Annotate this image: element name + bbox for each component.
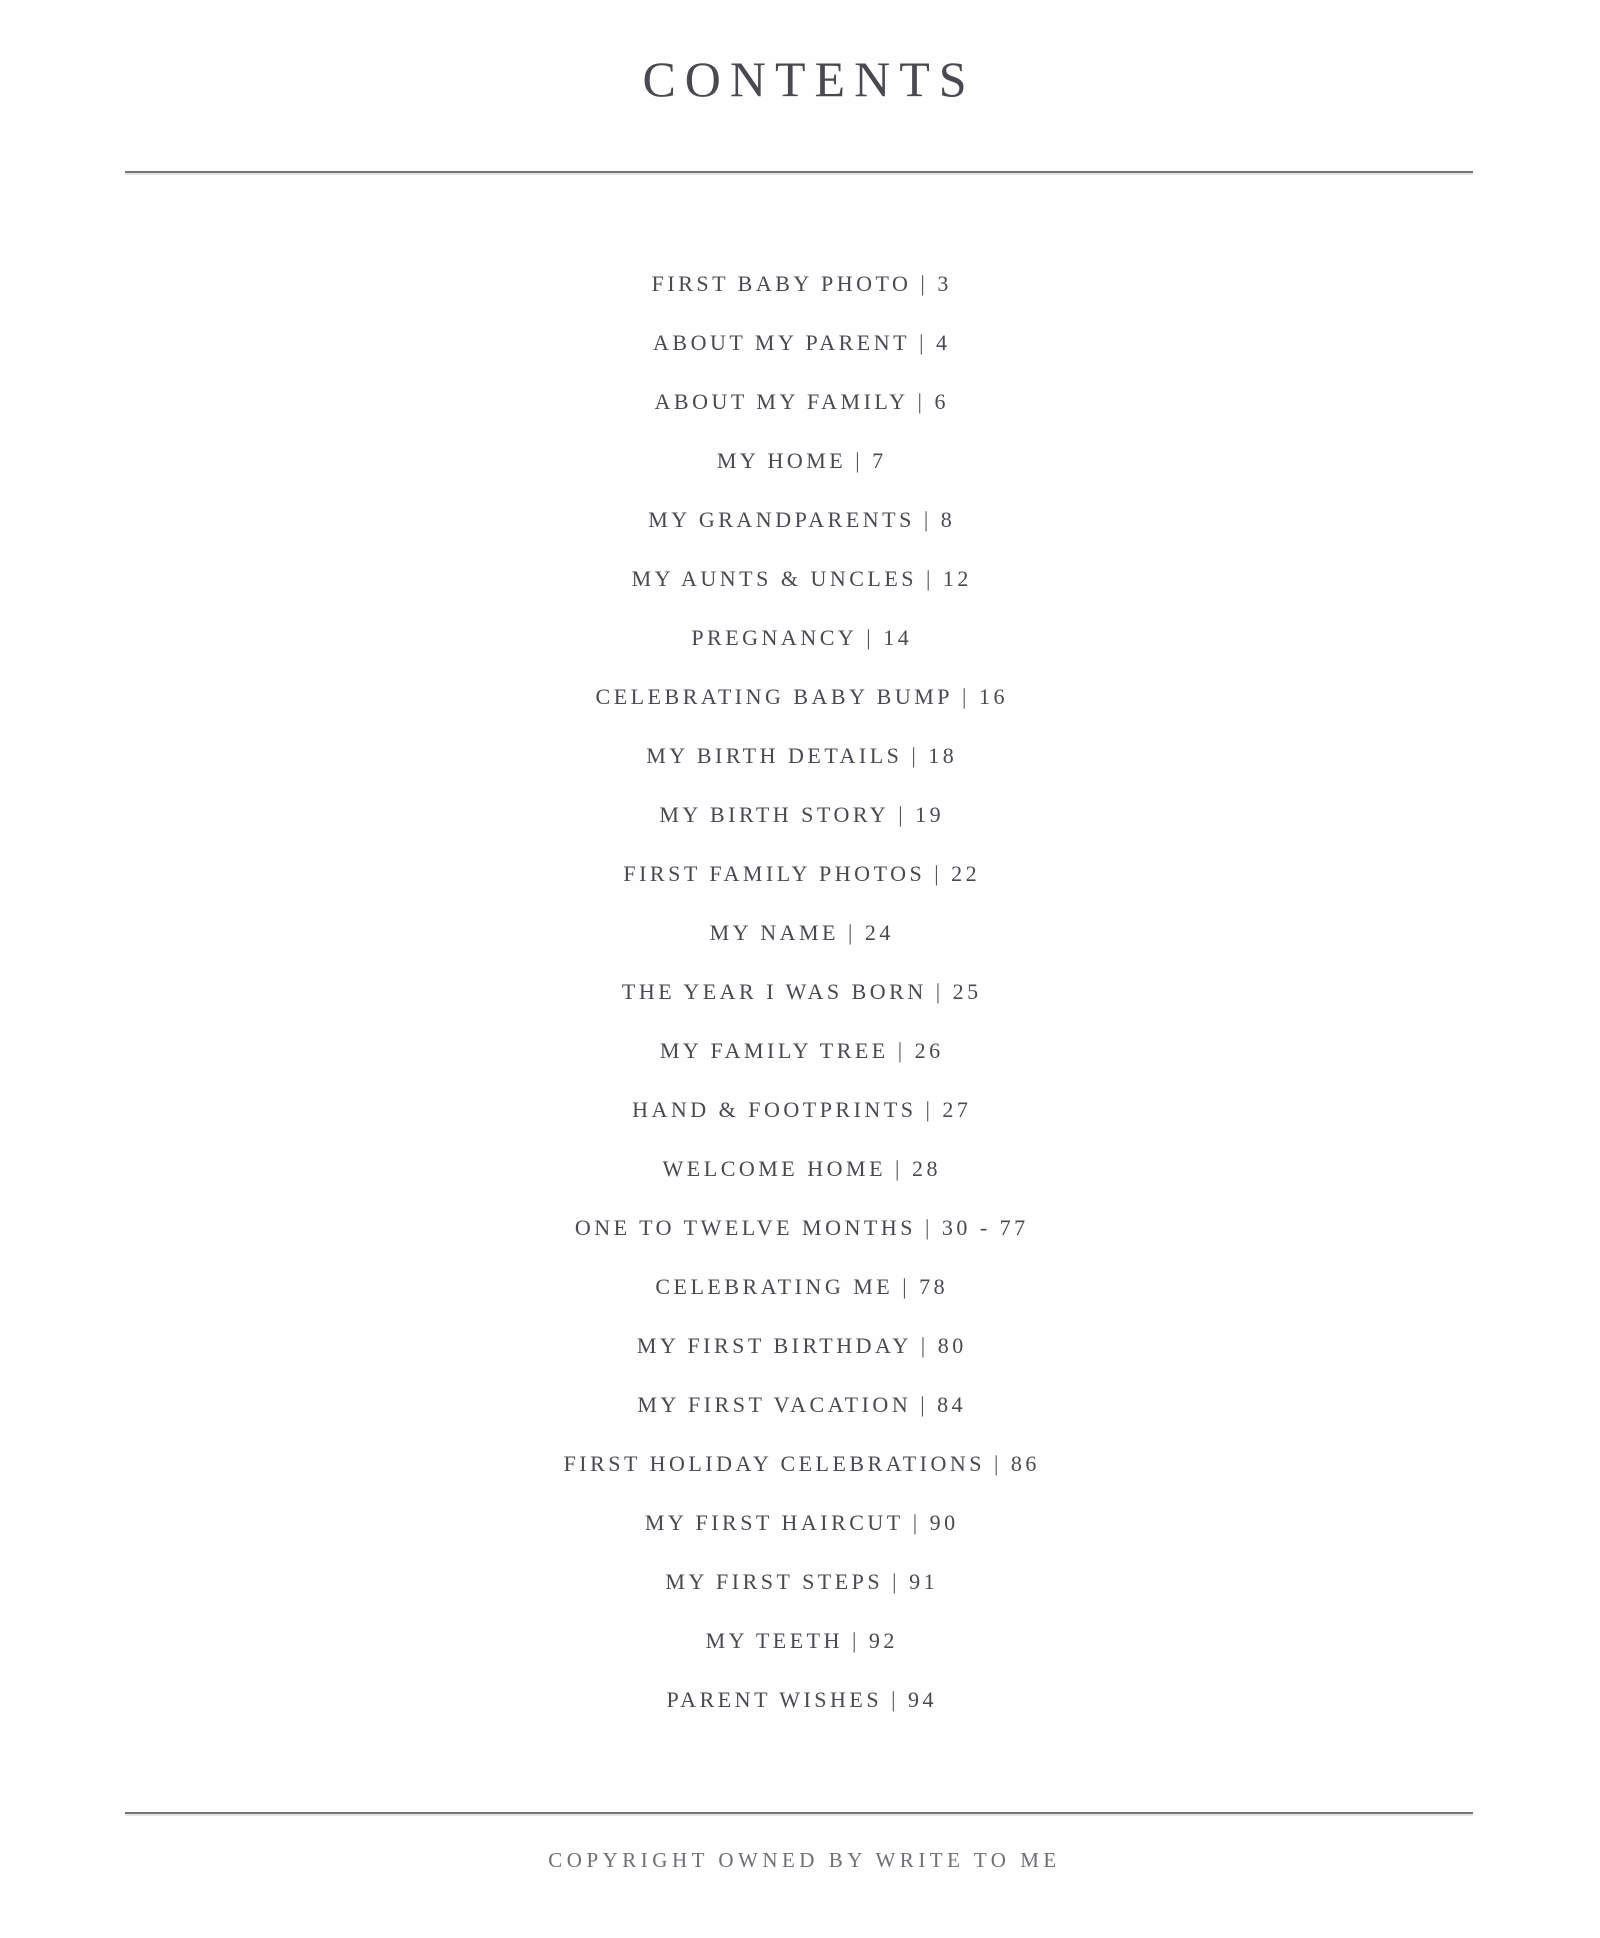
toc-entry-label: MY GRANDPARENTS xyxy=(648,507,915,532)
toc-entry-label: CELEBRATING ME xyxy=(655,1274,894,1299)
toc-entry-page: 25 xyxy=(952,979,982,1004)
toc-entry xyxy=(0,254,1600,313)
toc-entry xyxy=(0,962,1600,1021)
toc-entry-page: 30 - 77 xyxy=(941,1215,1029,1240)
toc-separator: | xyxy=(851,1628,860,1653)
toc-entry-page: 4 xyxy=(935,330,951,355)
toc-entry-page: 22 xyxy=(951,861,981,886)
toc-entry xyxy=(0,1493,1600,1552)
toc-entry-label: MY TEETH xyxy=(705,1628,843,1653)
toc-separator: | xyxy=(917,389,926,414)
toc-entry-label: FIRST BABY PHOTO xyxy=(651,271,912,296)
toc-separator: | xyxy=(855,448,864,473)
toc-entry-label: FIRST FAMILY PHOTOS xyxy=(623,861,926,886)
toc-entry xyxy=(0,1198,1600,1257)
toc-entry xyxy=(0,1375,1600,1434)
toc-entry-label: ABOUT MY PARENT xyxy=(653,330,911,355)
toc-entry xyxy=(0,1139,1600,1198)
toc-entry-page: 84 xyxy=(937,1392,967,1417)
toc-entry xyxy=(0,903,1600,962)
toc-entry-page: 27 xyxy=(942,1097,972,1122)
top-divider xyxy=(125,171,1473,173)
toc-separator: | xyxy=(962,684,970,709)
toc-entry-label: MY NAME xyxy=(709,920,839,945)
toc-entry-page: 3 xyxy=(937,271,952,296)
toc-separator: | xyxy=(898,802,907,827)
toc-entry-page: 18 xyxy=(928,743,958,768)
toc-entry-page: 7 xyxy=(872,448,887,473)
toc-entry-page: 78 xyxy=(919,1274,949,1299)
toc-entry-page: 92 xyxy=(868,1628,898,1653)
toc-separator: | xyxy=(897,1038,906,1063)
toc-entry xyxy=(0,372,1600,431)
toc-entry xyxy=(0,1552,1600,1611)
page-title: CONTENTS xyxy=(642,51,976,107)
toc-separator: | xyxy=(935,979,944,1004)
toc-entry-page: 26 xyxy=(914,1038,944,1063)
toc-entry xyxy=(0,1434,1600,1493)
toc-entry-label: WELCOME HOME xyxy=(662,1156,887,1181)
toc-entry-label: MY FIRST HAIRCUT xyxy=(644,1510,904,1535)
toc-entry-label: FIRST HOLIDAY CELEBRATIONS xyxy=(563,1451,986,1476)
toc-separator: | xyxy=(926,566,934,591)
toc-separator: | xyxy=(920,1333,929,1358)
toc-entry-page: 8 xyxy=(940,507,956,532)
toc-separator: | xyxy=(895,1156,903,1181)
toc-entry-page: 24 xyxy=(864,920,894,945)
toc-entry xyxy=(0,1611,1600,1670)
toc-entry-page: 14 xyxy=(883,625,913,650)
toc-entry-label: MY BIRTH STORY xyxy=(659,802,890,827)
toc-entry-label: HAND & FOOTPRINTS xyxy=(632,1097,917,1122)
toc-entry xyxy=(0,1021,1600,1080)
toc-entry xyxy=(0,431,1600,490)
toc-entry-label: CELEBRATING BABY BUMP xyxy=(595,684,954,709)
toc-entry xyxy=(0,1670,1600,1729)
toc-separator: | xyxy=(912,1510,921,1535)
toc-entry-page: 94 xyxy=(908,1687,938,1712)
toc-entry-label: MY AUNTS & UNCLES xyxy=(631,566,918,591)
toc-entry-label: MY FIRST VACATION xyxy=(637,1392,912,1417)
toc-separator: | xyxy=(891,1687,900,1712)
toc-entry xyxy=(0,608,1600,667)
toc-separator: | xyxy=(866,625,875,650)
toc-list xyxy=(0,254,1600,1729)
toc-entry-label: MY FIRST BIRTHDAY xyxy=(636,1333,912,1358)
toc-entry xyxy=(0,785,1600,844)
toc-entry-label: THE YEAR I WAS BORN xyxy=(621,979,927,1004)
toc-entry-page: 16 xyxy=(978,684,1008,709)
toc-separator: | xyxy=(920,1392,929,1417)
toc-separator: | xyxy=(923,507,932,532)
toc-separator: | xyxy=(902,1274,911,1299)
toc-separator: | xyxy=(911,743,920,768)
toc-separator: | xyxy=(920,271,929,296)
toc-entry-page: 80 xyxy=(937,1333,967,1358)
toc-entry xyxy=(0,667,1600,726)
copyright-text: COPYRIGHT OWNED BY WRITE TO ME xyxy=(548,1848,1061,1872)
toc-separator: | xyxy=(919,330,927,355)
toc-entry-page: 91 xyxy=(909,1569,939,1594)
toc-separator: | xyxy=(994,1451,1002,1476)
toc-separator: | xyxy=(924,1215,933,1240)
toc-entry-page: 90 xyxy=(929,1510,959,1535)
toc-entry-page: 86 xyxy=(1010,1451,1040,1476)
toc-entry-label: MY FAMILY TREE xyxy=(659,1038,889,1063)
toc-entry-label: ONE TO TWELVE MONTHS xyxy=(574,1215,916,1240)
toc-entry xyxy=(0,313,1600,372)
toc-entry xyxy=(0,844,1600,903)
toc-entry xyxy=(0,490,1600,549)
toc-entry-label: ABOUT MY FAMILY xyxy=(654,389,909,414)
toc-entry-page: 19 xyxy=(915,802,945,827)
toc-separator: | xyxy=(892,1569,901,1594)
toc-entry-page: 28 xyxy=(911,1156,941,1181)
toc-entry-label: PREGNANCY xyxy=(691,625,858,650)
toc-entry-label: MY HOME xyxy=(716,448,847,473)
toc-separator: | xyxy=(848,920,856,945)
toc-entry xyxy=(0,1080,1600,1139)
toc-entry-page: 6 xyxy=(934,389,949,414)
toc-entry-label: PARENT WISHES xyxy=(666,1687,883,1712)
bottom-divider xyxy=(125,1812,1473,1814)
toc-entry-label: MY FIRST STEPS xyxy=(665,1569,884,1594)
toc-entry xyxy=(0,549,1600,608)
toc-entry xyxy=(0,726,1600,785)
toc-entry-page: 12 xyxy=(942,566,972,591)
toc-entry xyxy=(0,1316,1600,1375)
toc-separator: | xyxy=(925,1097,934,1122)
toc-entry xyxy=(0,1257,1600,1316)
toc-entry-label: MY BIRTH DETAILS xyxy=(646,743,903,768)
toc-separator: | xyxy=(934,861,943,886)
